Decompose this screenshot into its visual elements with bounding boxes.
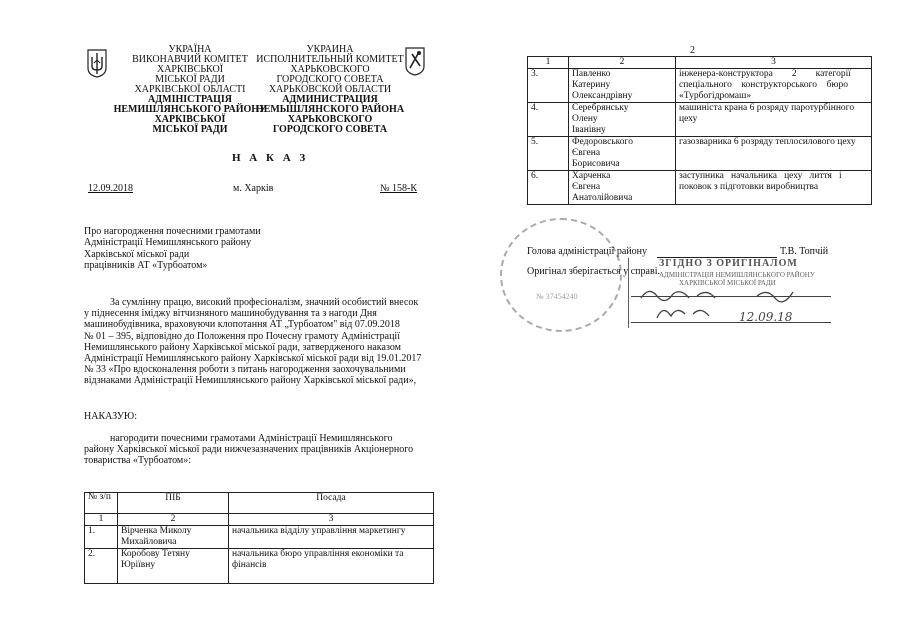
preamble-line: у піднесення іміджу вітчизняного машинобудування та з нагоди Дня [84,308,377,320]
header-left-line: ХАРКІВСЬКОЇ [156,64,224,75]
row-name [118,526,229,549]
row-name [569,137,676,171]
row-name [569,103,676,137]
order-word: НАКАЗУЮ: [84,411,137,422]
numbering-row [85,514,434,526]
row-position [229,526,434,549]
position-line: поковок з підготовки виробництва [679,182,819,192]
awardees-table-1 [84,492,434,584]
name-line: Коробову Тетяну [121,549,190,559]
table-row [528,137,872,171]
name-line: Катерину [572,80,611,90]
row-position [229,549,434,584]
header-right-line: ХАРЬКОВСКОЙ ОБЛАСТИ [268,84,392,95]
name-line: Анатолійовича [572,193,633,203]
header-cell [85,493,118,514]
numbering-cell: 3 [676,57,872,69]
original-note: Оригінал зберігається у справі. [527,266,660,277]
signature-role: Голова адміністрації району [527,246,647,257]
seal-code: № 37454240 [536,292,578,301]
name-line: Олександрівну [572,91,633,101]
row-number: 2. [85,549,118,584]
name-line: Серебрянську [572,103,629,113]
header-right-line: ИСПОЛНИТЕЛЬНЫЙ КОМИТЕТ [256,54,404,65]
name-line: Федоровського [572,137,633,147]
name-line: Вірченка Миколу [121,526,192,536]
header-right-line: ГОРОДСКОГО СОВЕТА [272,124,388,135]
order-paragraph [84,433,429,467]
position-line: інженера-конструктора 2 категорії [679,69,851,79]
header-left-line: ВИКОНАВЧИЙ КОМІТЕТ [132,54,248,65]
table-row [85,549,434,584]
order-line: нагородити почесними грамотами Адміністрації Немишлянського [110,433,393,444]
position-line: спеціального конструкторського бюро [679,80,848,90]
numbering-cell: 2 [118,514,229,526]
position-line: фінансів [232,560,267,570]
header-left-line: НЕМИШЛЯНСЬКОГО РАЙОНУ [113,104,267,115]
numbering-cell: 3 [229,514,434,526]
preamble-line: № 33 «Про вдосконалення роботи з питань нагородження заохочувальними [84,364,406,376]
header-left-line: МІСЬКОЇ РАДИ [152,124,228,135]
row-number: 5. [528,137,569,171]
row-position [676,171,872,205]
preamble-line: відзнаками Адміністрації Немишлянського району Харківської міської ради», [84,375,417,387]
header-left-line: АДМІНІСТРАЦІЯ [148,94,232,105]
header-right-line: ХАРЬКОВСКОГО [287,114,373,125]
row-name [569,69,676,103]
numbering-row [528,57,872,69]
position-line: заступника начальника цеху лиття і [679,171,842,181]
name-line: Павленко [572,69,611,79]
row-number: 1. [85,526,118,549]
document-title: Н А К А З [232,152,309,164]
stamp-line: АДМІНІСТРАЦІЯ НЕМИШЛЯНСЬКОГО РАЙОНУ [659,271,815,279]
stamp-line: ХАРКІВСЬКОЇ МІСЬКОЇ РАДИ [679,279,776,287]
name-line: Євгена [572,182,601,192]
header-right [240,45,420,135]
header-name: ПІБ [165,493,181,503]
page-number: 2 [690,45,695,56]
row-position [676,69,872,103]
name-line: Харченка [572,171,611,181]
header-right-line: АДМИНИСТРАЦИЯ [282,94,378,105]
preamble-line: машинобудівника, враховуючи клопотання АТ „Турбоатом" від 07.09.2018 [84,319,400,331]
subject-line: Адміністрації Немишлянського району [84,237,252,249]
row-number: 3. [528,69,569,103]
handwritten-signature [637,284,827,329]
header-left-line: УКРАЇНА [168,44,212,55]
position-line: машиніста крана 6 розряду паротурбінного [679,103,855,113]
numbering-cell: 1 [85,514,118,526]
table-row [85,526,434,549]
header-left-line: ХАРКІВСЬКОЇ ОБЛАСТІ [134,84,246,95]
header-cell [118,493,229,514]
preamble-line: Адміністрації Немишлянського району Харківської міської ради від 19.01.2017 [84,353,422,365]
position-line: «Турбогідромаш» [679,91,752,101]
subject-line: Харківської міської ради [84,248,190,260]
preamble-line: Немишлянського району Харківської міської ради, затвердженого наказом [84,341,401,353]
header-right-line: УКРАИНА [306,44,354,55]
row-number: 6. [528,171,569,205]
order-date: 12.09.2018 [88,183,133,194]
row-position [676,137,872,171]
signature-name: Т.В. Топчій [780,246,829,257]
stamp-date: 12.09.18 [739,310,793,324]
header-cell [229,493,434,514]
header-position: Посада [316,493,346,503]
order-line: товариства «Турбоатом»: [84,455,191,467]
name-line: Юріївну [121,560,156,570]
position-line: цеху [679,114,698,124]
name-line: Євгена [572,148,601,158]
numbering-cell: 2 [569,57,676,69]
name-line: Борисовича [572,159,620,169]
order-line: району Харківської міської ради нижчезазначених працівників Акціонерного [84,444,414,456]
name-line: Іванівну [572,125,606,135]
table-row [528,171,872,205]
position-line: начальника бюро управління економіки та [232,549,404,559]
position-line: начальника відділу управління маркетингу [232,526,406,536]
order-number: № 158-К [380,183,418,194]
preamble-paragraph [84,297,429,387]
preamble-line: № 01 – 395, відповідно до Положення про Почесну грамоту Адміністрації [84,330,400,342]
row-number: 4. [528,103,569,137]
preamble-line: За сумлінну працю, високий професіоналізм, значний особистий внесок [110,297,419,308]
order-city: м. Харків [233,183,274,194]
name-line: Михайловича [121,537,177,547]
row-position [676,103,872,137]
row-name [118,549,229,584]
awardees-table-2 [527,56,872,205]
subject-line: працівників АТ «Турбоатом» [84,260,208,272]
table-row [528,69,872,103]
position-line: газозварника 6 розряду теплосилового цеху [679,137,856,147]
header-left-line: МІСЬКОЇ РАДИ [155,74,225,85]
numbering-cell: 1 [528,57,569,69]
subject-line: Про нагородження почесними грамотами [84,226,261,237]
stamp-title: ЗГІДНО З ОРИГІНАЛОМ [659,258,798,269]
table-header-row [85,493,434,514]
order-subject [84,226,344,272]
name-line: Олену [572,114,598,124]
row-name [569,171,676,205]
header-left-line: ХАРКІВСЬКОЇ [154,114,226,125]
certification-stamp [628,258,841,328]
table-row [528,103,872,137]
header-right-line: НЕМЫШЛЯНСКОГО РАЙОНА [255,104,405,115]
header-right-line: ХАРЬКОВСКОГО [290,64,370,75]
header-right-line: ГОРОДСКОГО СОВЕТА [276,74,384,85]
header-number: № з/п [88,492,111,502]
